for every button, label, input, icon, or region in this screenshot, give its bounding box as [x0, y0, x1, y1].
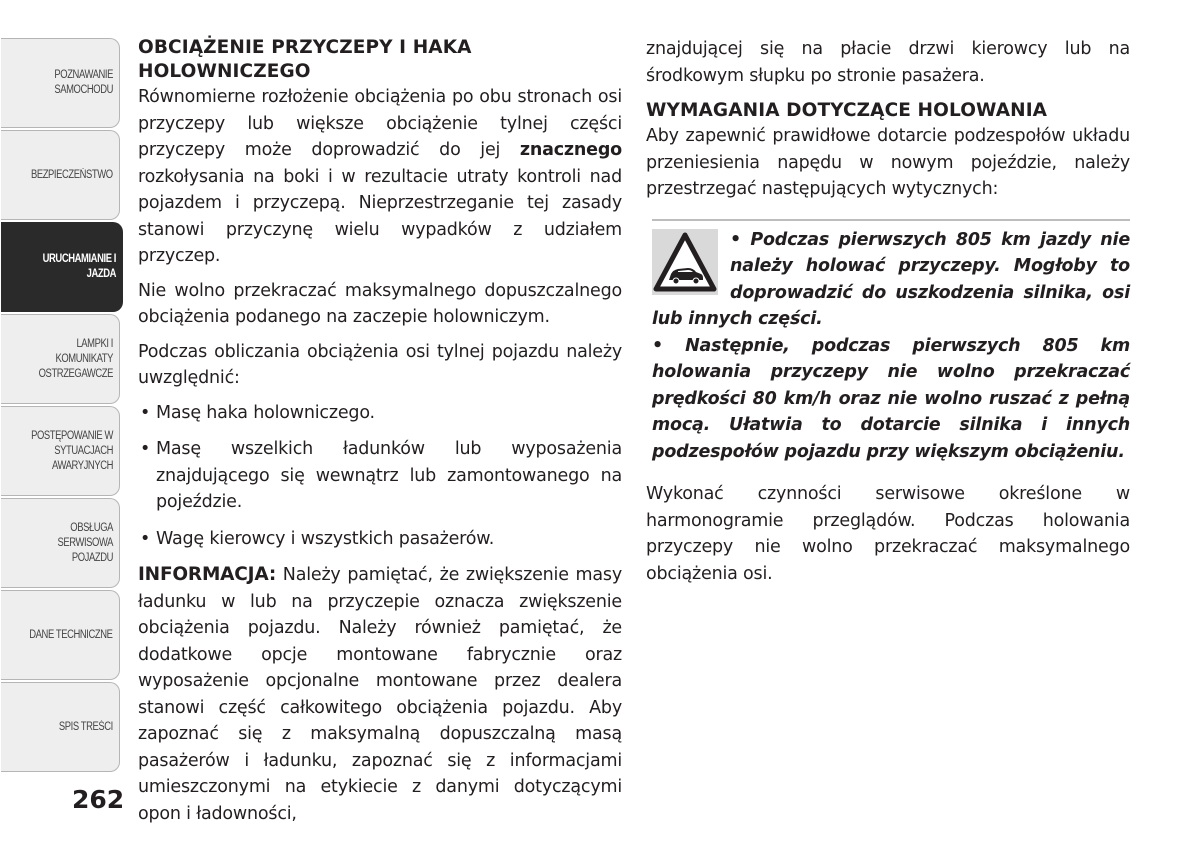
tab-uruchamianie-i-jazda[interactable]	[1, 222, 123, 312]
right-column	[646, 36, 1130, 595]
tab-lampki-i-komunikaty[interactable]	[1, 314, 120, 404]
tab-postepowanie-awaryjne[interactable]	[1, 406, 120, 496]
tab-label: SPIS TREŚCI	[58, 720, 113, 733]
tab-obsluga-serwisowa[interactable]	[1, 498, 120, 588]
list-item: • Masę wszelkich ładunków lub wyposażenia znajdującego się wewnątrz lub zamontowanego na pojeździe.	[138, 436, 622, 516]
tab-poznawanie-samochodu[interactable]	[1, 38, 120, 128]
page-number: 262	[72, 785, 125, 814]
tab-label: LAMPKI I KOMUNIKATY OSTRZEGAWCZE	[38, 337, 113, 380]
paragraph-load-distribution	[138, 84, 622, 270]
tab-dane-techniczne[interactable]	[1, 590, 120, 680]
tab-bezpieczenstwo[interactable]	[1, 130, 120, 220]
text-bold: znacznego	[519, 140, 622, 160]
section-heading-trailer-load: OBCIĄŻENIE PRZYCZEPY I HAKA HOLOWNICZEGO	[138, 37, 472, 82]
paragraph-continued: znajdującej się na płacie drzwi kierowcy lub na środkowym słupku po stronie pasażera.	[646, 39, 1130, 86]
tab-spis-tresci[interactable]	[1, 682, 120, 772]
tab-label: URUCHAMIANIE I JAZDA	[42, 253, 116, 280]
tab-label: POSTĘPOWANIE W SYTUACJACH AWARYJNYCH	[31, 429, 114, 472]
paragraph-towing-intro: Aby zapewnić prawidłowe dotarcie podzespołów układu przeniesienia napędu w nowym pojeździe, należy przestrzegać następujących wytycznych:	[646, 126, 1130, 199]
bullet-list	[138, 400, 622, 553]
text-run: Równomierne rozłożenie obciążenia po obu stronach osi przyczepy lub większe obciążenie tylnej części przyczepy może doprowadzić do jej	[138, 87, 622, 160]
tab-label: DANE TECHNICZNE	[29, 628, 113, 641]
warning-box	[652, 219, 1130, 466]
text-run: rozkołysania na boki i w rezultacie utraty kontroli nad pojazdem i przyczepą. Nieprzestrzeganie tej zasady stanowi przyczynę wielu wypadków z udziałem przyczep.	[138, 166, 622, 266]
warning-text-speed-limit: • Następnie, podczas pierwszych 805 km holowania przyczepy nie wolno przekraczać prędkości 80 km/h oraz nie wolno ruszać z pełną mocą. Ułatwia to dotarcie silnika i innych podzespołów pojazdu przy większym obciążeniu.	[652, 335, 1130, 462]
chapter-tabs	[0, 38, 122, 774]
tab-label: POZNAWANIE SAMOCHODU	[54, 69, 113, 96]
info-label: INFORMACJA:	[138, 564, 277, 585]
section-heading-towing-requirements: WYMAGANIA DOTYCZĄCE HOLOWANIA	[646, 100, 1048, 121]
info-text: Należy pamiętać, że zwiększenie masy ładunku w lub na przyczepie oznacza zwiększenie obciążenia pojazdu. Należy również pamiętać, że dodatkowe opcje montowane fabrycznie oraz wyposażenie opcjonalne montowane przez dealera stanowi część całkowitego obciążenia pojazdu. Aby zapoznać się z maksymalną dopuszczalną masą pasażerów i ładunku, zapoznać się z informacjami umieszczonymi na etykiecie z danymi dotyczącymi opon i ładowności,	[138, 565, 622, 824]
paragraph-max-load: Nie wolno przekraczać maksymalnego dopuszczalnego obciążenia podanego na zaczepie holowniczym.	[138, 280, 622, 327]
paragraph-information	[138, 562, 622, 827]
list-item: • Masę haka holowniczego.	[138, 400, 622, 427]
warning-text-break-in: • Podczas pierwszych 805 km jazdy nie należy holować przyczepy. Mogłoby to doprowadzić do uszkodzenia silnika, osi lub innych części.	[652, 229, 1130, 329]
list-item: • Wagę kierowcy i wszystkich pasażerów.	[138, 526, 622, 553]
tab-label: BEZPIECZEŃSTWO	[31, 168, 113, 181]
tab-label: OBSŁUGA SERWISOWA POJAZDU	[57, 521, 113, 564]
paragraph-axle-calc: Podczas obliczania obciążenia osi tylnej pojazdu należy uwzględnić:	[138, 341, 622, 388]
warning-triangle-car-icon	[652, 229, 718, 295]
left-column	[138, 36, 622, 835]
paragraph-service: Wykonać czynności serwisowe określone w harmonogramie przeglądów. Podczas holowania przyczepy nie wolno przekraczać maksymalnego obciążenia osi.	[646, 484, 1130, 584]
